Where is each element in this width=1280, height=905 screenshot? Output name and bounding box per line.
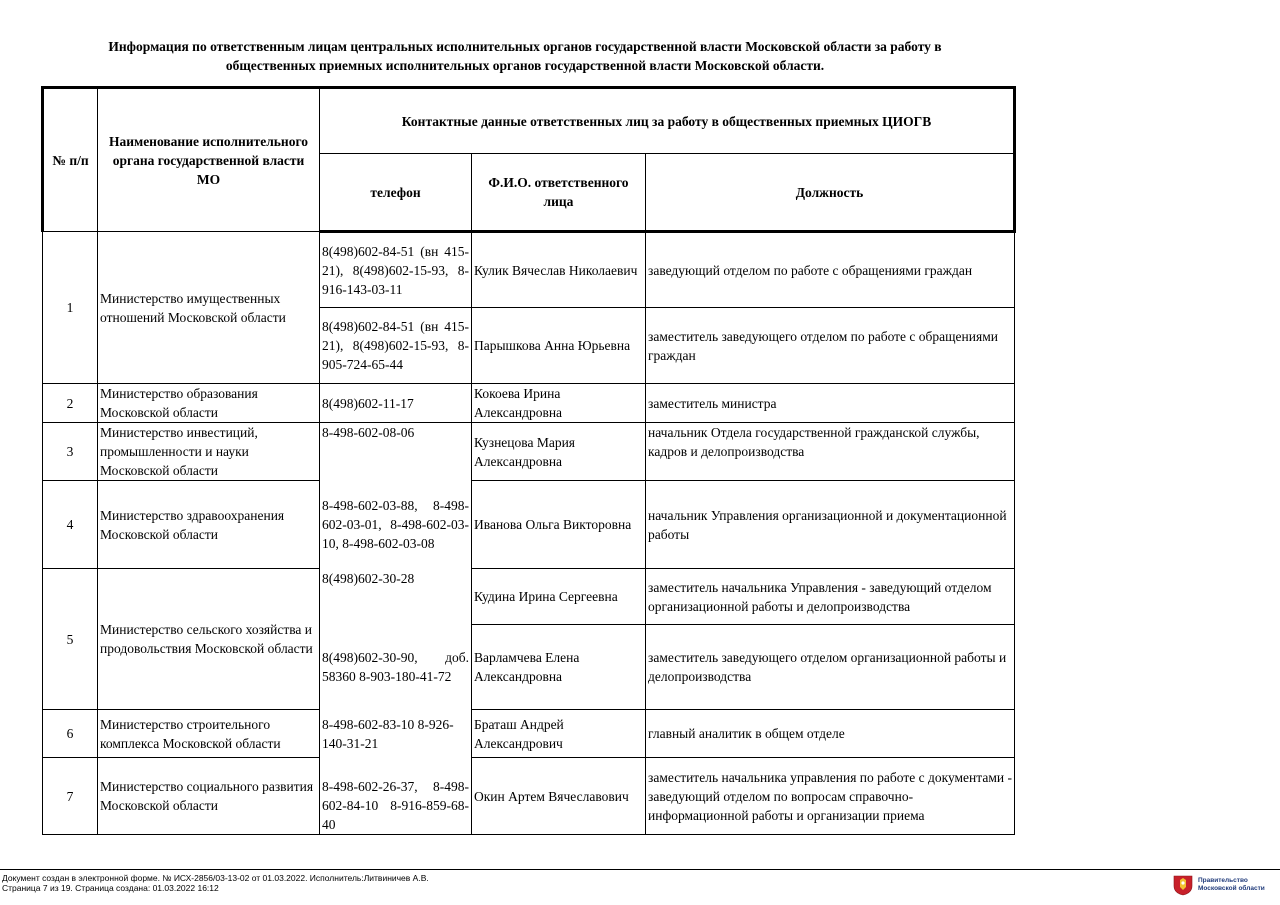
cell-position: заместитель министра [646,384,1015,423]
table-row [43,710,1015,758]
cell-position: заместитель заведующего отделом организационной работы и делопроизводства [646,625,1015,710]
cell-phone: 8(498)602-84-51 (вн 415-21), 8(498)602-15-93, 8-916-143-03-11 [320,232,472,308]
title-line-1: Информация по ответственным лицам центральных исполнительных органов государственной власти Московской области за работу в [108,39,942,54]
cell-position: заместитель начальника Управления - заведующий отделом организационной работы и делопроизводства [646,569,1015,625]
government-name [1198,877,1265,893]
cell-phone: 8-498-602-03-88, 8-498-602-03-01, 8-498-602-03-10, 8-498-602-03-08 [320,481,472,569]
cell-position: заместитель заведующего отделом по работе с обращениями граждан [646,308,1015,384]
cell-phone: 8-498-602-08-06 [320,423,472,481]
government-logo-block [1172,874,1265,896]
title-line-2: общественных приемных исполнительных органов государственной власти Московской области. [225,58,825,73]
cell-position: начальник Управления организационной и документационной работы [646,481,1015,569]
header-org: Наименование исполнительного органа государственной власти МО [98,88,320,232]
cell-fio: Кудина Ирина Сергеевна [472,569,646,625]
document-footer [2,873,429,893]
table-row [43,423,1015,481]
cell-position: заместитель начальника управления по работе с документами - заведующий отделом по вопросам справочно-информационной работы и организации приема [646,758,1015,835]
cell-phone: 8(498)602-84-51 (вн 415-21), 8(498)602-15-93, 8-905-724-65-44 [320,308,472,384]
cell-fio: Варламчева Елена Александровна [472,625,646,710]
table-row [43,569,1015,625]
cell-phone: 8-498-602-26-37, 8-498-602-84-10 8-916-859-68-40 [320,758,472,835]
cell-org: Министерство образования Московской области [98,384,320,423]
document-title [30,37,1020,75]
gov-line-1: Правительство [1198,877,1248,884]
cell-num: 4 [43,481,98,569]
cell-fio: Кузнецова Мария Александровна [472,423,646,481]
cell-fio: Окин Артем Вячеславович [472,758,646,835]
header-contacts: Контактные данные ответственных лиц за работу в общественных приемных ЦИОГВ [320,88,1015,154]
cell-num: 3 [43,423,98,481]
contacts-table [41,86,1016,835]
header-phone: телефон [320,154,472,232]
table-row [43,384,1015,423]
footer-line-2: Страница 7 из 19. Страница создана: 01.03.2022 16:12 [2,883,219,893]
cell-phone: 8-498-602-83-10 8-926-140-31-21 [320,710,472,758]
table-row [43,481,1015,569]
cell-num: 5 [43,569,98,710]
cell-org: Министерство сельского хозяйства и продовольствия Московской области [98,569,320,710]
cell-fio: Парышкова Анна Юрьевна [472,308,646,384]
table-row [43,758,1015,835]
cell-phone: 8(498)602-30-90, доб. 58360 8-903-180-41-72 [320,625,472,710]
cell-position: заведующий отделом по работе с обращениями граждан [646,232,1015,308]
gov-line-2: Московской области [1198,885,1265,892]
moscow-region-coat-of-arms-icon [1172,874,1194,896]
cell-num: 2 [43,384,98,423]
cell-org: Министерство инвестиций, промышленности и науки Московской области [98,423,320,481]
header-fio: Ф.И.О. ответственного лица [472,154,646,232]
cell-org: Министерство имущественных отношений Московской области [98,232,320,384]
table-row [43,232,1015,308]
footer-divider [0,869,1280,870]
cell-phone: 8(498)602-11-17 [320,384,472,423]
cell-org: Министерство строительного комплекса Московской области [98,710,320,758]
footer-line-1: Документ создан в электронной форме. № ИСХ-2856/03-13-02 от 01.03.2022. Исполнитель:Литвиничев А.В. [2,873,429,883]
cell-fio: Кокоева Ирина Александровна [472,384,646,423]
cell-num: 7 [43,758,98,835]
cell-fio: Браташ Андрей Александрович [472,710,646,758]
cell-fio: Иванова Ольга Викторовна [472,481,646,569]
cell-org: Министерство социального развития Московской области [98,758,320,835]
cell-position: главный аналитик в общем отделе [646,710,1015,758]
cell-num: 6 [43,710,98,758]
cell-num: 1 [43,232,98,384]
header-position: Должность [646,154,1015,232]
cell-phone: 8(498)602-30-28 [320,569,472,625]
header-num: № п/п [43,88,98,232]
cell-fio: Кулик Вячеслав Николаевич [472,232,646,308]
cell-position: начальник Отдела государственной гражданской службы, кадров и делопроизводства [646,423,1015,481]
cell-org: Министерство здравоохранения Московской области [98,481,320,569]
